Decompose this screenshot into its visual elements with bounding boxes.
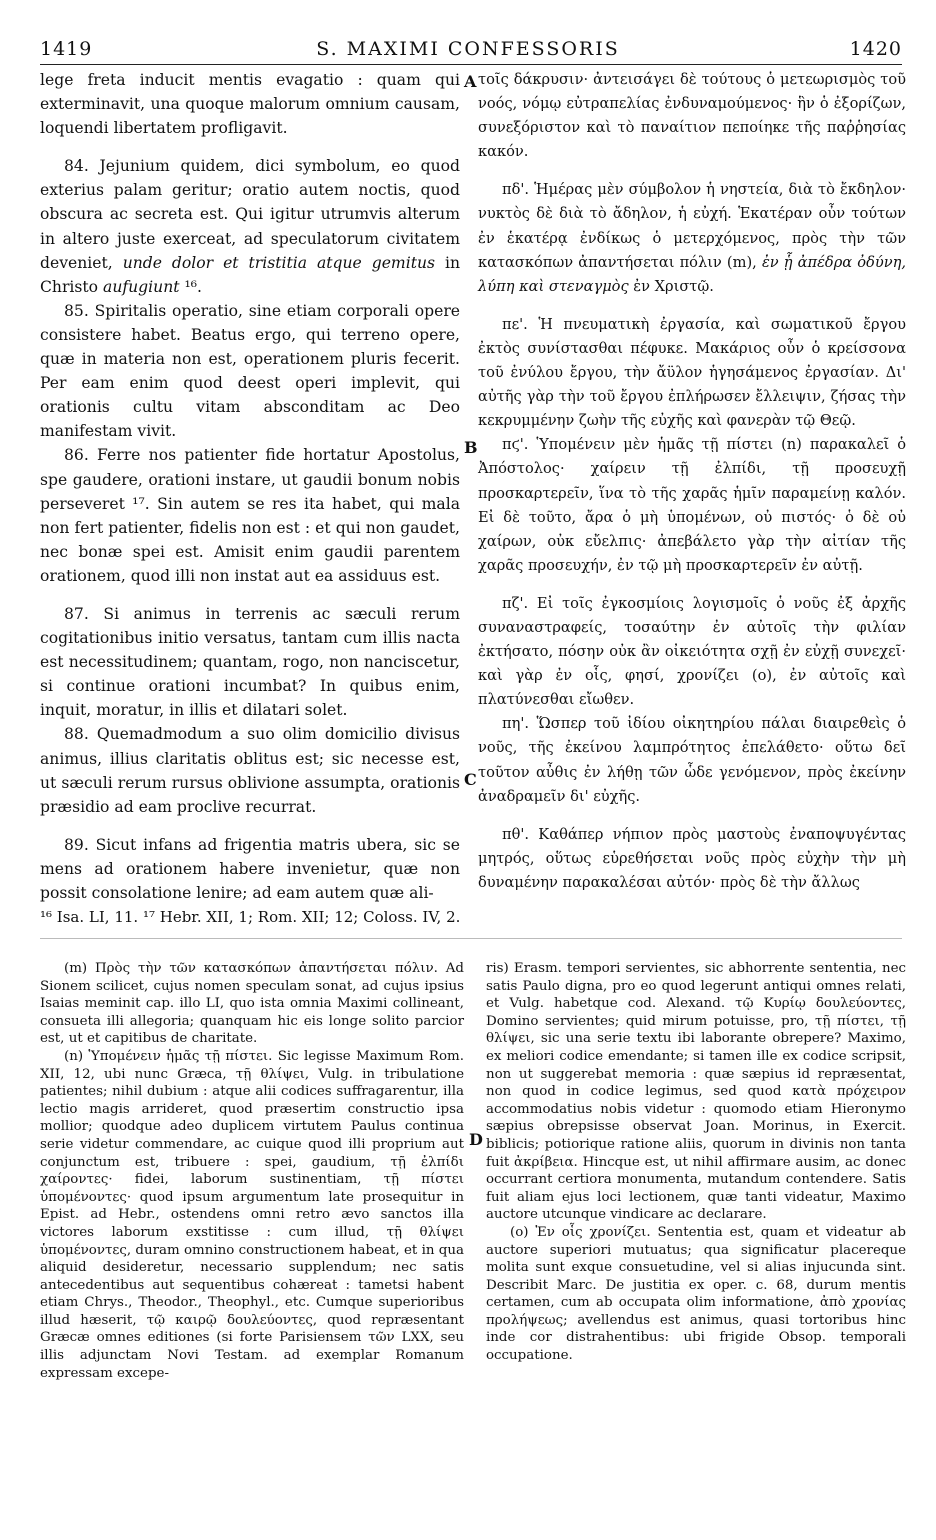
latin-para-85: 85. Spiritalis operatio, sine etiam corporali opere consistere habet. Beatus ergo, qui terreno opere, quæ in materia non est, operationem pluris fecerit. Per eam enim quod deest operi implevit, qui orationis cultu vitam absconditam ac Deo manifestam vivit. xyxy=(40,301,460,441)
latin-para-84: 84. Jejunium quidem, dici symbolum, eo quod exterius palam geritur; oratio autem noctis, quod obscura ac secreta est. Qui igitur utrumvis alterum in altero juste exerceat, ad speculatorum civitatem deveniet, unde dolor et tristitia atque gemitus in Christo aufugiunt ¹⁶. xyxy=(40,157,460,296)
margin-marker-b: B xyxy=(464,438,478,457)
greek-para-87: πζ'. Εἰ τοῖς ἐγκοσμίοις λογισμοῖς ὁ νοῦς ἐξ ἀρχῆς συναναστραφείς, τοσαύτην ἐν αὐτοῖς τὴν φιλίαν ἐκτήσατο, πόσην οὐκ ἂν οἰκειότητα σχῇ ἐν εὐχῇ συνεχεῖ· καὶ γὰρ ἐν οἷς, φησί, χρονίζει (o), ἐν αὐτοῖς καὶ πλατύνεσθαι εἴωθεν. xyxy=(478,594,906,709)
page-number-right: 1420 xyxy=(849,38,902,60)
latin-para-88: 88. Quemadmodum a suo olim domicilio divisus animus, illius claritatis oblitus est; sic necesse est, ut sæculi rerum rursus oblivione assumpta, orationis præsidio ad eam proclive recurrat. xyxy=(40,725,460,816)
margin-marker-a: A xyxy=(464,72,477,91)
notes-left-column xyxy=(40,960,464,1382)
latin-para-86: 86. Ferre nos patienter fide hortatur Apostolus, spe gaudere, orationi instare, ut gaudii bonum nobis perseveret ¹⁷. Sin autem se res ita habet, qui mala non fert patienter, fidelis non est : et qui non gaudet, nec bonæ spei est. Amisit enim gaudii parentem orationem, quod illi non instat aut ea assiduus est. xyxy=(40,446,460,585)
greek-84-italic: ἐν ᾗ ἀπέδρα ὀδύνη, λύπη καὶ στεναγμὸς xyxy=(478,253,906,295)
note-o: (o) Ἐν οἷς χρονίζει. Sententia est, quam et videatur ab auctore superiori mutuatus; qua significatur placereque molita sunt exque consuetudine, vel si alias injucunda sint. Describit Marc. De justitia ex oper. c. 68, durum mentis certamen, cum ab occupata olim informatione, ἀπὸ χρονίας προλήψεως; avellendus est animus, quasi tortoribus hinc inde cor distrahentibus: ubi frigide Obsop. temporali occupatione. xyxy=(486,1224,906,1364)
latin-para-87: 87. Si animus in terrenis ac sæculi rerum cogitationibus initio versatus, tantam cum illis nacta est necessitudinem; quantam, rogo, non nanciscetur, si continue orationi incumbat? In quibus enim, inquit, moratur, in illis et dilatari solet. xyxy=(40,604,460,720)
latin-column xyxy=(40,68,460,905)
greek-para-84: πδ'. Ἡμέρας μὲν σύμβολον ἡ νηστεία, διὰ τὸ ἔκδηλον· νυκτὸς δὲ διὰ τὸ ἄδηλον, ἡ εὐχή. Ἑκατέραν οὖν τούτων ἐν ἑκατέρᾳ ἐνδίκως ὁ μετερχόμενος, πρὸς τὴν τῶν κατασκόπων ἀπαντήσεται πόλιν (m), ἐν ᾗ ἀπέδρα ὀδύνη, λύπη καὶ στεναγμὸς ἐν Χριστῷ. xyxy=(478,181,906,295)
latin-84-italic-2: aufugiunt xyxy=(103,277,180,296)
notes-right-column xyxy=(486,960,906,1365)
greek-para-89: πθ'. Καθάπερ νήπιον πρὸς μαστοὺς ἐναποψυγέντας μητρός, οὕτως εὑρεθήσεται νοῦς πρὸς εὐχὴν τὴν μὴ δυναμένην παρακαλέσαι αὐτόν· πρὸς δὲ τὴν ἄλλως xyxy=(478,825,906,891)
greek-para-86: πϛ'. Ὑπομένειν μὲν ἡμᾶς τῇ πίστει (n) παρακαλεῖ ὁ Ἀπόστολος· χαίρειν τῇ ἐλπίδι, τῇ προσευχῇ προσκαρτερεῖν, ἵνα τὸ τῆς χαρᾶς ἡμῖν παραμείνῃ καλόν. Εἰ δὲ τοῦτο, ἄρα ὁ μὴ ὑπομένων, οὐ πιστός· ὁ δὲ οὐ χαίρων, οὐκ εὔελπις· ἀπεβάλετο γὰρ τὴν αἰτίαν τῆς χαρᾶς προσευχήν, ἐν τῷ μὴ προσκαρτερεῖν ἐν αὐτῇ. xyxy=(478,436,906,574)
greek-para-intro: τοῖς δάκρυσιν· ἀντεισάγει δὲ τούτους ὁ μετεωρισμὸς τοῦ νοός, νόμῳ εὐτραπελίας ἐνδυναμούμενος· ἣν ὁ ἐξορίζων, συνεξόριστον καὶ τὸ παναίτιον πεποίηκε τῆς παῤῥησίας κακόν. xyxy=(478,71,906,161)
greek-column xyxy=(478,68,906,895)
latin-84-italic: unde dolor et tristitia atque gemitus xyxy=(122,253,436,272)
latin-para-intro: lege freta inducit mentis evagatio : quam qui exterminavit, una quoque malorum omnium causam, loquendi libertatem profligavit. xyxy=(40,71,460,138)
page-number-left: 1419 xyxy=(40,38,93,60)
greek-para-88: πη'. Ὥσπερ τοῦ ἰδίου οἰκητηρίου πάλαι διαιρεθεὶς ὁ νοῦς, τῆς ἐκείνου λαμπρότητος ἐπελάθετο· οὕτω δεῖ τοῦτον αὖθις ἐν λήθῃ τῶν ὧδε γενόμενον, πρὸς ἐκείνην ἀναδραμεῖν δι' εὐχῆς. xyxy=(478,715,906,805)
note-m: (m) Πρὸς τὴν τῶν κατασκόπων ἀπαντήσεται πόλιν. Ad Sionem scilicet, cujus nomen speculam sonat, ad cujus ipsius Isaias meminit cap. illo LI, quo ista omnia Maximi collineant, consueta illi allegoria; quanquam hic eis longe solito parcior est, ut et capitibus de charitate. xyxy=(40,961,464,1047)
note-n: (n) Ὑπομένειν ἡμᾶς τῇ πίστει. Sic legisse Maximum Rom. XII, 12, ubi nunc Græca, τῇ θλίψει, Vulg. in tribulatione patientes; nihil dubium : atque alii codices suffragarentur, illa lectio magis arrideret, quod præsertim constructio ipsa mollior; quodque adeo duplicem virtutem Paulus continua serie videtur commendare, ac cuique quod illi proprium aut conjunctum est, tribuere : spei, gaudium, τῇ ἐλπίδι χαίροντες· fidei, laborum sustinentiam, τῇ πίστει ὑπομένοντες· quod ipsum argumentum late prosequitur in Epist. ad Hebr., ostendens omni retro ævo sanctos illa victores laborum exstitisse : cum illud, τῇ θλίψει ὑπομένοντες, duram omnino constructionem habeat, et in qua aliquid desideretur, necessario supplendum; nec satis antecedentibus aut sequentibus cohæreat : tametsi habent etiam Chrys., Theodor., Theophyl., etc. Cumque superioribus illud hæserit, τῷ καιρῷ δουλεύοντες, quod repræsentant Græcæ omnes editiones (si forte Parisiensem τῶν LXX, seu illis adjunctam Novi Testam. ad exemplar Romanum expressam excepe- xyxy=(40,1048,464,1381)
header-rule xyxy=(40,64,902,65)
notes-rule xyxy=(40,938,902,939)
margin-marker-c: C xyxy=(464,770,477,789)
note-n-continued: ris) Erasm. tempori servientes, sic abhorrente sententia, nec satis Paulo digna, pro eo quod legerunt antiqui omnes relati, et Vulg. habetque cod. Alexand. τῷ Κυρίῳ δουλεύοντες, Domino servientes; quid mirum potuisse, pro, τῇ πίστει, τῇ θλίψει, sic una serie textu ibi laborante obrepere? Maximo, ex meliori codice emendante; si tamen ille ex codice scripsit, non ut suggerebat memoria : quæ sæpius id repræsentat, non quod in codice legimus, sed quod κατὰ πρόχειρον accommodatius nobis videtur : quomodo etiam Hieronymo sæpius obrepsisse observat Joan. Morinus, in Exercit. biblicis; potiorique ratione aliis, quorum in divinis non tanta fuit ἀκρίβεια. Hincque est, ut nihil affirmare ausim, ac donec occurrant certiora monumenta, mutandum contendere. Satis fuit aliam ejus loci lectionem, quæ tanti videatur, Maximo auctore utcunque vindicare ac declarare. xyxy=(486,961,906,1223)
greek-para-85: πε'. Ἡ πνευματικὴ ἐργασία, καὶ σωματικοῦ ἔργου ἐκτὸς συνίστασθαι πέφυκε. Μακάριος οὖν ὁ κρείσσονα τοῦ ἐνύλου ἔργου, τὴν ἄϋλον ἡγησάμενος ἐργασίαν. Δι' αὐτῆς γὰρ τὴν τοῦ ἔργου ἐπλήρωσεν ἔλλειψιν, ζήσας τὴν κεκρυμμένην ζωὴν τῆς εὐχῆς καὶ φανερὰν τῷ Θεῷ. xyxy=(478,315,906,430)
running-title: S. MAXIMI CONFESSORIS xyxy=(316,38,620,60)
footnote: ¹⁶ Isa. LI, 11. ¹⁷ Hebr. XII, 1; Rom. XII; 12; Coloss. IV, 2. xyxy=(40,908,461,926)
latin-para-89: 89. Sicut infans ad frigentia matris ubera, sic se mens ad orationem habere invenietur, quæ non possit consolatione lenire; ad eam autem quæ ali- xyxy=(40,835,460,902)
margin-marker-d: D xyxy=(469,1130,483,1149)
